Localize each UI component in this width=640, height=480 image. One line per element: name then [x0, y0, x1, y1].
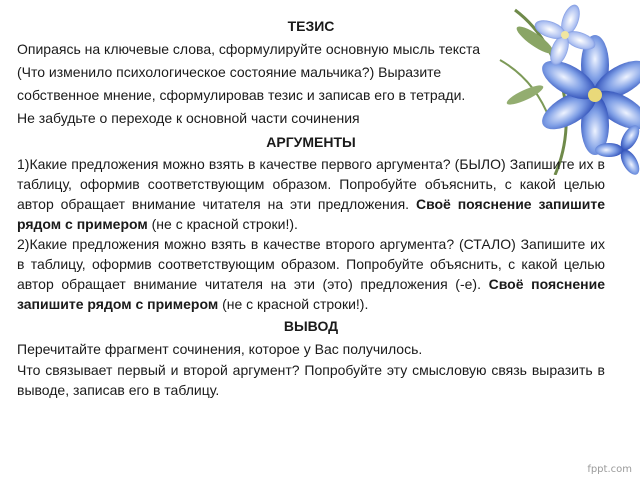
argument-paragraph-1	[17, 154, 605, 234]
thesis-line: Опираясь на ключевые слова, сформулируйте основную мысль текста	[17, 41, 481, 57]
conclusion-heading: ВЫВОД	[283, 318, 339, 334]
thesis-line: Не забудьте о переходе к основной части сочинения	[17, 110, 360, 126]
argument-text: (не с красной строки!).	[147, 216, 298, 232]
thesis-line: (Что изменило психологическое состояние мальчика?) Выразите	[17, 64, 442, 80]
thesis-line: собственное мнение, сформулировав тезис и записав его в тетради.	[17, 87, 466, 103]
argument-text: 1)Какие предложения можно взять в качестве первого аргумента? (БЫЛО) Запишите их в таблицу, оформив соответствующим образом. Попробуйте объяснить, с какой целью автор обращает внимание читателя на эти предложения.	[17, 156, 605, 212]
thesis-heading: ТЕЗИС	[287, 18, 335, 34]
argument-paragraph-2	[17, 234, 605, 314]
argument-text: 2)Какие предложения можно взять в качестве второго аргумента? (СТАЛО) Запишите их в таблицу, оформив соответствующим образом. Попробуйте объяснить, с какой целью автор обращает внимание читателя на эти (это) предложения (-е).	[17, 236, 605, 292]
conclusion-line: Перечитайте фрагмент сочинения, которое у Вас получилось.	[17, 341, 423, 357]
argument-bold-text: Своё пояснение запишите рядом с примером	[17, 196, 606, 232]
argument-bold-text: Своё пояснение запишите рядом с примером	[17, 276, 605, 312]
slide-content	[17, 14, 605, 400]
conclusion-paragraph: Что связывает первый и второй аргумент? Попробуйте эту смысловую связь выразить в выводе, записав его в таблицу.	[17, 362, 605, 398]
watermark: fppt.com	[587, 464, 632, 475]
argument-text: (не с красной строки!).	[218, 296, 369, 312]
arguments-heading: АРГУМЕНТЫ	[266, 134, 356, 150]
